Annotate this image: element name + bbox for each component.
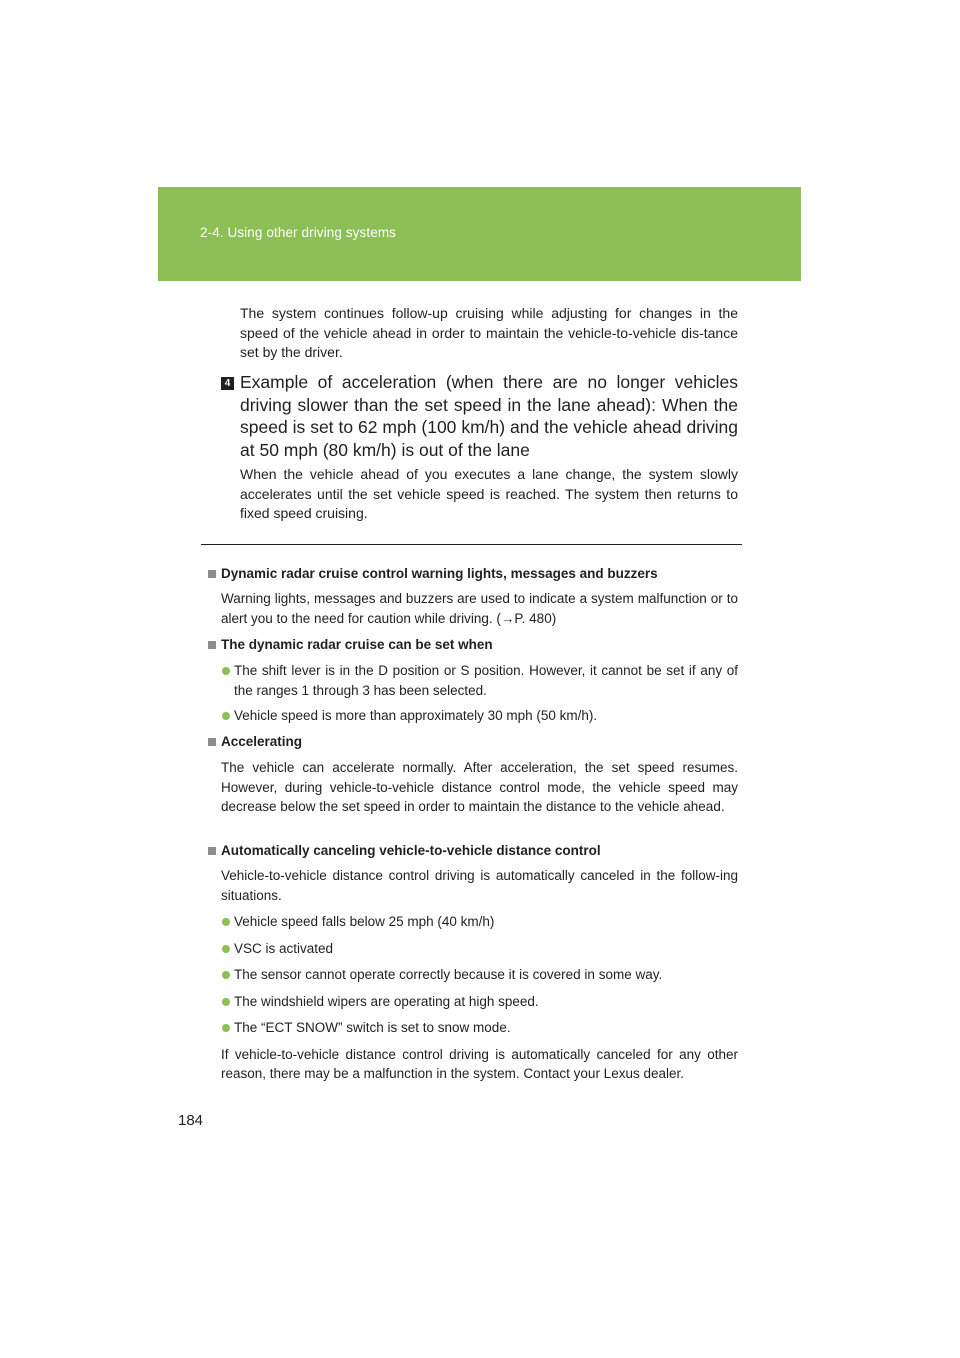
circle-bullet-icon [222, 971, 230, 979]
list-item-text: The shift lever is in the D position or S position. However, it cannot be set if any of the ranges 1 through 3 has been selected. [234, 663, 738, 698]
note-title-text: Accelerating [221, 734, 303, 749]
list-item-text: Vehicle speed falls below 25 mph (40 km/h) [234, 914, 495, 929]
square-bullet-icon [208, 738, 216, 746]
circle-bullet-icon [222, 712, 230, 720]
note-body: Warning lights, messages and buzzers are used to indicate a system malfunction or to alert you to the need for caution while driving. (→P. 480) [221, 591, 738, 626]
list-item [221, 912, 738, 932]
circle-bullet-icon [222, 998, 230, 1006]
circle-bullet-icon [222, 667, 230, 675]
note-set-when [208, 636, 738, 726]
note-title-text: Dynamic radar cruise control warning lights, messages and buzzers [221, 566, 658, 581]
note-body: The vehicle can accelerate normally. After acceleration, the set speed resumes. However, during vehicle-to-vehicle distance control mode, the vehicle speed may decrease below the set speed in order to maintain the distance to the vehicle ahead. [221, 760, 738, 814]
note-title-text: Automatically canceling vehicle-to-vehicle distance control [221, 843, 601, 858]
list-item [221, 992, 738, 1012]
section-divider [201, 544, 742, 545]
step-number-badge: 4 [221, 377, 234, 390]
list-item [221, 706, 738, 726]
list-item-text: The windshield wipers are operating at high speed. [234, 993, 539, 1009]
note-body: Vehicle-to-vehicle distance control driving is automatically canceled in the follow-ing situations. [221, 868, 738, 903]
list-item [221, 1018, 738, 1038]
intro-paragraph: The system continues follow-up cruising while adjusting for changes in the speed of the vehicle ahead in order to maintain the vehicle-to-vehicle dis-tance set by the driver. [240, 305, 738, 360]
square-bullet-icon [208, 570, 216, 578]
note-title-text: The dynamic radar cruise can be set when [221, 637, 493, 652]
note-warning [208, 565, 738, 628]
page-number: 184 [178, 1112, 204, 1129]
circle-bullet-icon [222, 1024, 230, 1032]
note-accelerating [208, 733, 738, 817]
step-heading: Example of acceleration (when there are no longer vehicles driving slower than the set speed in the lane ahead): When the speed is set to 62 mph (100 km/h) and the vehicle ahead driving at 50 mph (80 km/h) is out of the lane [240, 372, 738, 460]
list-item-text: The sensor cannot operate correctly because it is covered in some way. [234, 967, 663, 982]
note-title [208, 565, 738, 583]
section-header-band [158, 187, 801, 281]
list-item-text: VSC is activated [234, 940, 334, 956]
note-auto-cancel [208, 842, 738, 1084]
note-footer: If vehicle-to-vehicle distance control driving is automatically canceled for any other reason, there may be a malfunction in the system. Contact your Lexus dealer. [221, 1046, 738, 1081]
square-bullet-icon [208, 847, 216, 855]
list-item-text: Vehicle speed is more than approximately 30 mph (50 km/h). [234, 708, 598, 723]
square-bullet-icon [208, 641, 216, 649]
list-item-text: The “ECT SNOW” switch is set to snow mode. [234, 1020, 511, 1035]
list-item [221, 661, 738, 700]
list-item [221, 939, 738, 959]
list-item [221, 965, 738, 985]
circle-bullet-icon [222, 918, 230, 926]
note-title [208, 842, 738, 860]
note-title [208, 733, 738, 751]
note-title [208, 636, 738, 654]
circle-bullet-icon [222, 945, 230, 953]
section-title: 2-4. Using other driving systems [200, 225, 397, 240]
step-description: When the vehicle ahead of you executes a lane change, the system slowly accelerates until the set vehicle speed is reached. The system then returns to fixed speed cruising. [240, 466, 738, 521]
